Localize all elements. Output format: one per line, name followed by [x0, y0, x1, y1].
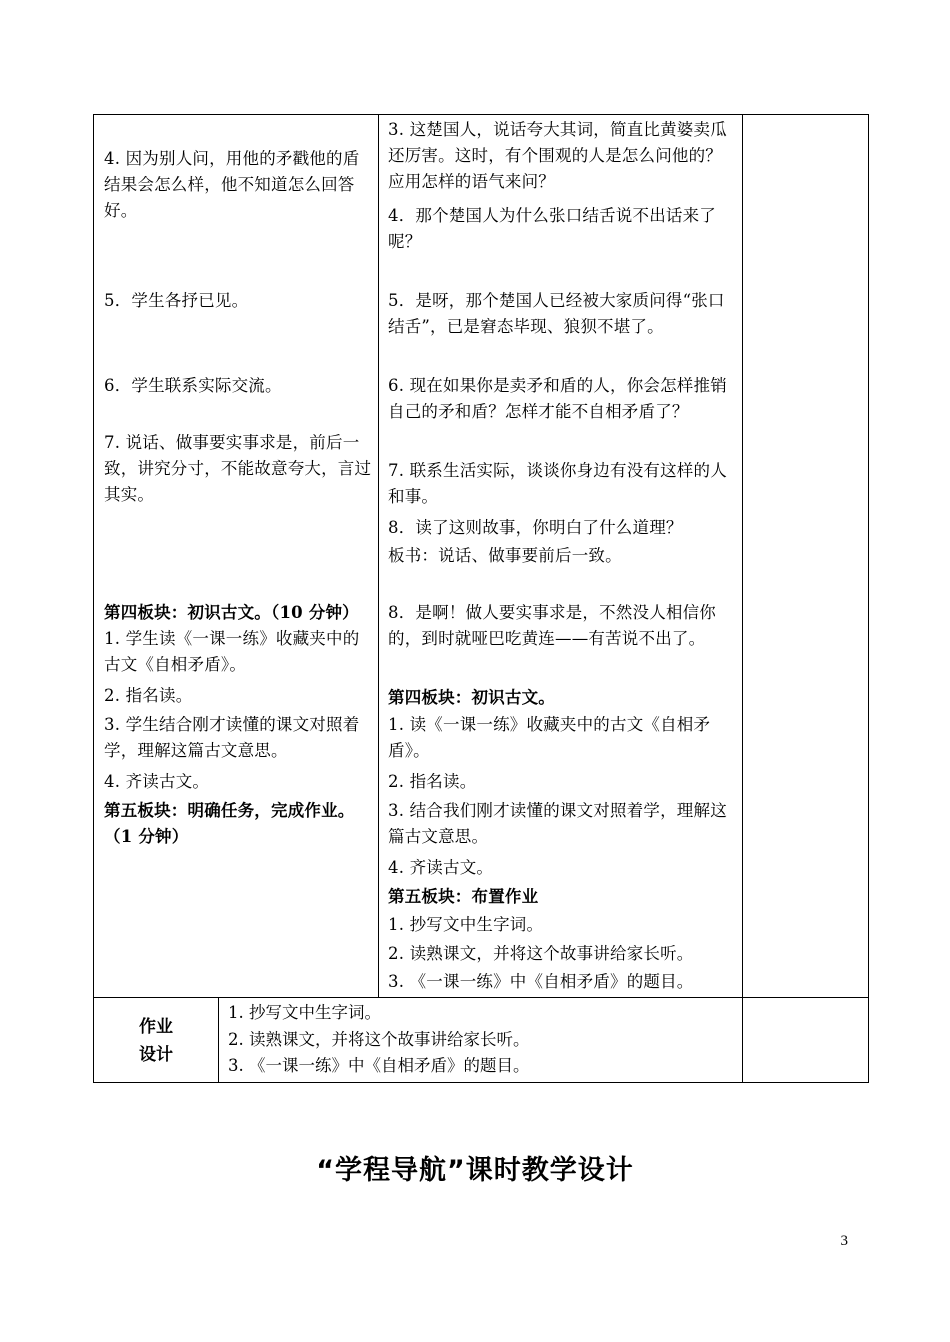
- section-title: “学程导航”课时教学设计: [316, 1155, 634, 1186]
- column-divider: [378, 115, 379, 997]
- column-divider: [742, 998, 743, 1082]
- page-number: 3: [840, 1233, 848, 1249]
- student-block4-item: 1. 学生读《一课一练》收藏夹中的古文《自相矛盾》。: [104, 629, 360, 674]
- teacher-block5-title: 第五板块：布置作业: [388, 887, 539, 906]
- homework-items: [228, 1000, 728, 1080]
- student-activity-column: [104, 115, 372, 999]
- student-block4-title: 第四板块：初识古文。（10 分钟）: [104, 603, 359, 622]
- teacher-block5-item: 1. 抄写文中生字词。: [388, 915, 544, 934]
- teacher-step-4: 4．那个楚国人为什么张口结舌说不出话来了呢？: [388, 206, 716, 251]
- lesson-table: [93, 114, 869, 998]
- student-block4-item: 2. 指名读。: [104, 686, 193, 705]
- homework-item: 1. 抄写文中生字词。: [228, 1003, 381, 1022]
- teacher-block4-item: 1. 读《一课一练》收藏夹中的古文《自相矛盾》。: [388, 715, 711, 760]
- teacher-block4-item: 3. 结合我们刚才读懂的课文对照着学，理解这篇古文意思。: [388, 801, 727, 846]
- column-divider: [742, 115, 743, 997]
- teacher-block5-item: 2. 读熟课文，并将这个故事讲给家长听。: [388, 944, 694, 963]
- teacher-block4-item: 2. 指名读。: [388, 772, 477, 791]
- teacher-block4-title: 第四板块：初识古文。: [388, 688, 555, 707]
- teacher-block4-item: 4. 齐读古文。: [388, 858, 494, 877]
- teacher-step-3: 3. 这楚国人，说话夸大其词，简直比黄婆卖瓜还厉害。这时，有个围观的人是怎么问他的？应用怎样的语气来问？: [388, 120, 727, 191]
- teacher-block5-item: 3. 《一课一练》中《自相矛盾》的题目。: [388, 972, 694, 991]
- teacher-step-8: 8．读了这则故事，你明白了什么道理？: [388, 518, 683, 537]
- student-block4-item: 3. 学生结合刚才读懂的课文对照着学，理解这篇古文意思。: [104, 715, 360, 760]
- teacher-step-5: 5．是呀，那个楚国人已经被大家质问得“张口结舌”，已是窘态毕现、狼狈不堪了。: [388, 291, 725, 336]
- homework-label-line2: 设计: [139, 1045, 173, 1065]
- student-step-7: 7. 说话、做事要实事求是，前后一致，讲究分寸，不能故意夸大，言过其实。: [104, 433, 372, 504]
- homework-item: 3. 《一课一练》中《自相矛盾》的题目。: [228, 1056, 530, 1075]
- blackboard-note: 板书：说话、做事要前后一致。: [388, 546, 622, 565]
- column-divider: [218, 998, 219, 1082]
- homework-label: [94, 998, 218, 1084]
- homework-label-line1: 作业: [139, 1017, 173, 1037]
- homework-table: [93, 997, 869, 1083]
- student-step-6: 6．学生联系实际交流。: [104, 376, 282, 395]
- homework-item: 2. 读熟课文，并将这个故事讲给家长听。: [228, 1029, 530, 1049]
- student-step-4: 4. 因为别人问，用他的矛戳他的盾结果会怎么样，他不知道怎么回答好。: [104, 149, 360, 220]
- teacher-step-8b: 8．是啊！做人要实事求是，不然没人相信你的，到时就哑巴吃黄连——有苦说不出了。: [388, 603, 716, 648]
- student-block5-title: 第五板块：明确任务，完成作业。（1 分钟）: [104, 801, 355, 846]
- teacher-step-7: 7. 联系生活实际，谈谈你身边有没有这样的人和事。: [388, 461, 727, 506]
- student-step-5: 5．学生各抒已见。: [104, 291, 249, 310]
- student-block4-item: 4. 齐读古文。: [104, 772, 210, 791]
- teacher-step-6: 6. 现在如果你是卖矛和盾的人，你会怎样推销自己的矛和盾？怎样才能不自相矛盾了？: [388, 376, 727, 421]
- teacher-guidance-column: [388, 115, 738, 999]
